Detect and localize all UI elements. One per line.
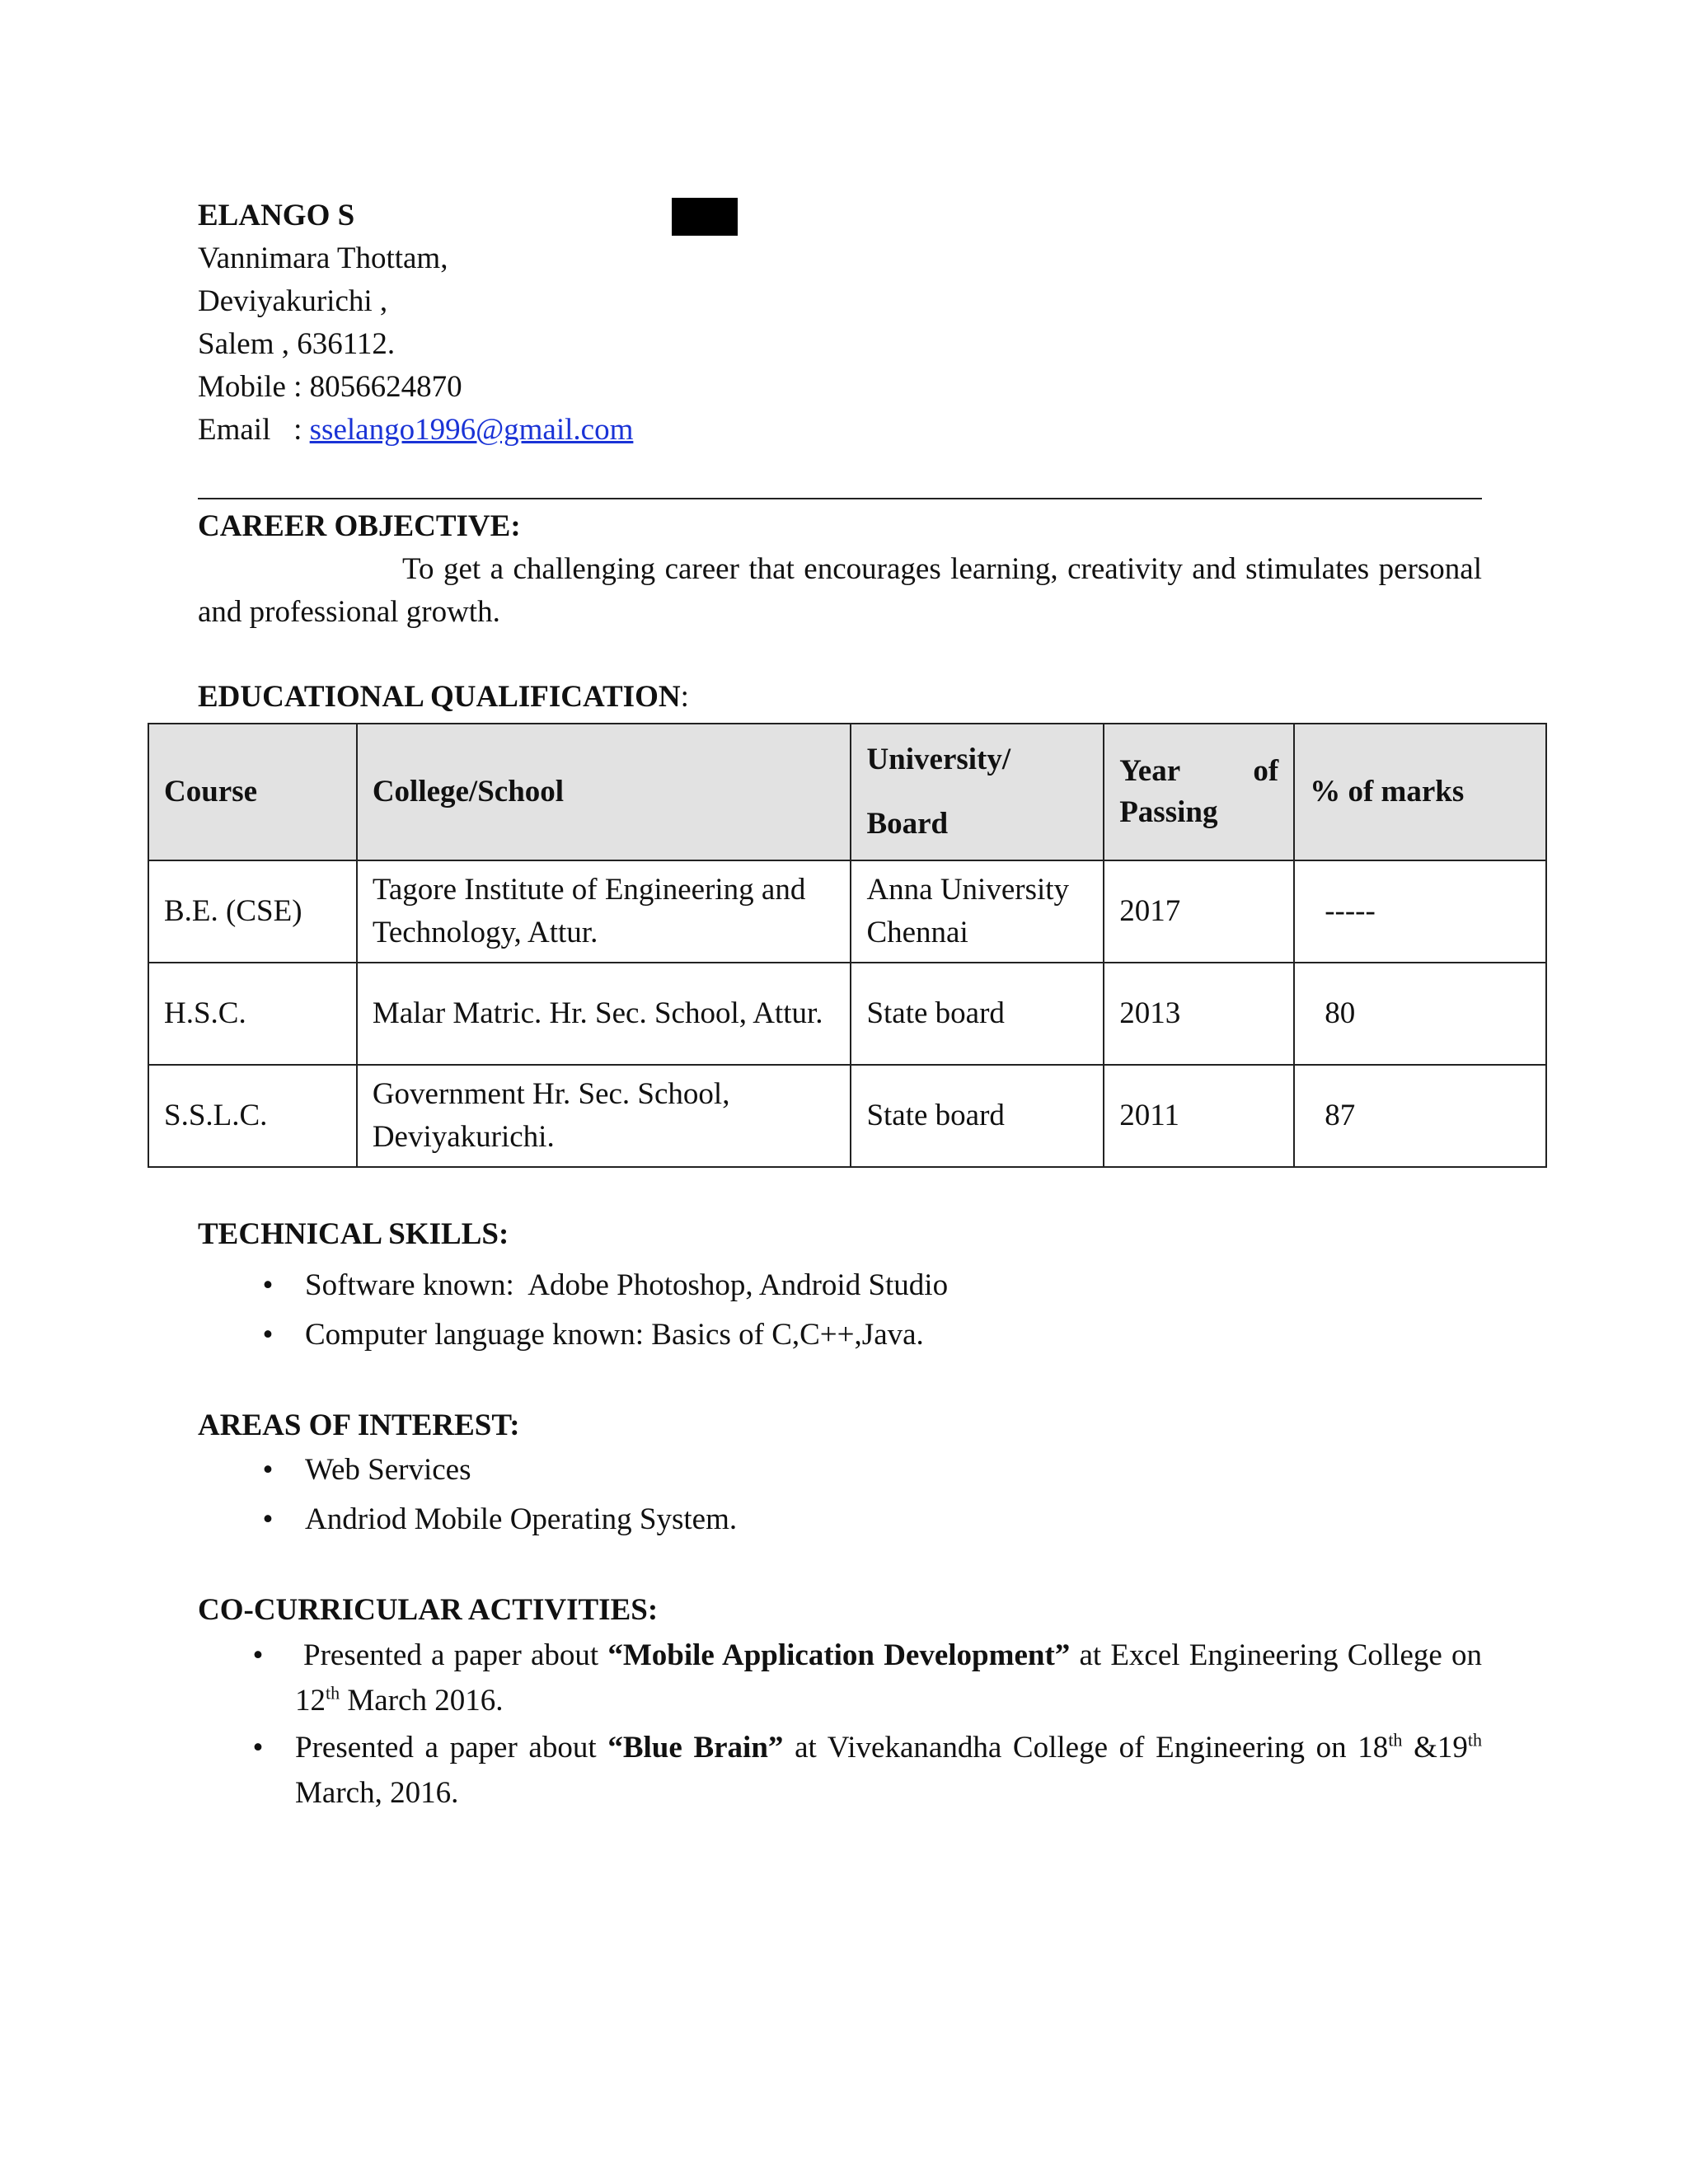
education-table	[148, 723, 1547, 1168]
cell-course: B.E. (CSE)	[148, 860, 357, 963]
table-row	[148, 1065, 1546, 1167]
mobile-label: Mobile :	[198, 370, 310, 404]
co-curricular-list	[252, 1633, 1483, 1816]
list-item	[252, 1725, 1483, 1816]
address-line-3: Salem , 636112.	[198, 327, 396, 361]
contact-header	[198, 194, 1484, 452]
cell-marks: -----	[1294, 860, 1546, 963]
technical-skills-title: TECHNICAL SKILLS:	[198, 1217, 509, 1251]
header-university	[851, 724, 1104, 860]
header-year	[1104, 724, 1294, 860]
activity-paper-title: “Blue Brain”	[607, 1731, 784, 1765]
cell-college: Malar Matric. Hr. Sec. School, Attur.	[357, 963, 851, 1065]
mobile-line	[198, 366, 1484, 409]
mobile-number: 8056624870	[309, 370, 462, 404]
list-item	[262, 1310, 1484, 1360]
bullet-icon: •	[262, 1502, 274, 1536]
header-marks: % of marks	[1294, 724, 1546, 860]
cell-university: State board	[851, 963, 1104, 1065]
list-item	[262, 1495, 1484, 1544]
address-line-1: Vannimara Thottam,	[198, 241, 448, 275]
header-university-line2: Board	[866, 807, 949, 841]
ordinal-suffix: th	[326, 1682, 340, 1704]
table-header-row	[148, 724, 1546, 860]
cell-university: State board	[851, 1065, 1104, 1167]
applicant-name: ELANGO S	[198, 199, 355, 232]
education-title-text: EDUCATIONAL QUALIFICATION	[198, 680, 681, 714]
list-item	[262, 1446, 1484, 1495]
education-title-colon: :	[680, 680, 689, 714]
list-item	[262, 1261, 1484, 1310]
co-curricular-title: CO-CURRICULAR ACTIVITIES:	[198, 1593, 659, 1627]
cell-course: H.S.C.	[148, 963, 357, 1065]
bullet-icon: •	[262, 1453, 274, 1487]
interest-text: Andriod Mobile Operating System.	[305, 1502, 738, 1536]
activity-text: at Vivekanandha College of Engineering on 18	[783, 1731, 1389, 1765]
email-line	[198, 409, 1484, 452]
email-label: Email :	[198, 413, 310, 447]
activity-paper-title: “Mobile Application Development”	[607, 1638, 1071, 1672]
technical-skills-list	[262, 1261, 1484, 1360]
bullet-icon: •	[252, 1731, 264, 1765]
cell-marks: 87	[1294, 1065, 1546, 1167]
ordinal-suffix: th	[1467, 1729, 1483, 1750]
cell-marks: 80	[1294, 963, 1546, 1065]
activity-text: Presented a paper about	[295, 1731, 608, 1765]
skill-text: Software known: Adobe Photoshop, Android Studio	[305, 1268, 949, 1302]
header-course: Course	[148, 724, 357, 860]
cell-college: Government Hr. Sec. School, Deviyakurichi.	[357, 1065, 851, 1167]
interest-text: Web Services	[305, 1453, 471, 1487]
table-row	[148, 963, 1546, 1065]
bullet-icon: •	[262, 1318, 274, 1352]
cell-university: Anna University Chennai	[851, 860, 1104, 963]
cell-course: S.S.L.C.	[148, 1065, 357, 1167]
email-link[interactable]: sselango1996@gmail.com	[309, 413, 634, 447]
areas-of-interest-title: AREAS OF INTEREST:	[198, 1408, 520, 1442]
header-university-line1: University/	[866, 743, 1011, 776]
activity-text: March, 2016.	[295, 1776, 459, 1810]
table-row	[148, 860, 1546, 963]
redacted-block	[672, 198, 738, 236]
career-objective-title: CAREER OBJECTIVE:	[198, 509, 521, 543]
cell-year: 2017	[1104, 860, 1294, 963]
list-item	[252, 1633, 1482, 1723]
cell-year: 2013	[1104, 963, 1294, 1065]
activity-text: at Excel Engineering College on 12	[295, 1638, 1482, 1718]
career-objective-text: To get a challenging career that encourages learning, creativity and stimulates personal and professional growth.	[198, 552, 1482, 629]
activity-text: Presented a paper about	[303, 1638, 608, 1672]
bullet-icon: •	[252, 1638, 264, 1672]
header-year-line2: Passing	[1119, 795, 1218, 829]
ordinal-suffix: th	[1388, 1729, 1403, 1750]
header-year-word1: Year	[1119, 754, 1181, 788]
activity-text: &19	[1402, 1731, 1468, 1765]
areas-of-interest-list	[262, 1446, 1484, 1544]
skill-text: Computer language known: Basics of C,C++,Java.	[305, 1318, 924, 1352]
header-divider	[198, 498, 1482, 499]
header-college: College/School	[357, 724, 851, 860]
cell-college: Tagore Institute of Engineering and Technology, Attur.	[357, 860, 851, 963]
cell-year: 2011	[1104, 1065, 1294, 1167]
activity-text: March 2016.	[340, 1684, 504, 1718]
education-title	[198, 676, 689, 719]
address-line-2: Deviyakurichi ,	[198, 284, 388, 318]
header-year-line1	[1119, 751, 1278, 792]
bullet-icon: •	[262, 1268, 274, 1302]
header-year-word2: of	[1253, 754, 1279, 788]
